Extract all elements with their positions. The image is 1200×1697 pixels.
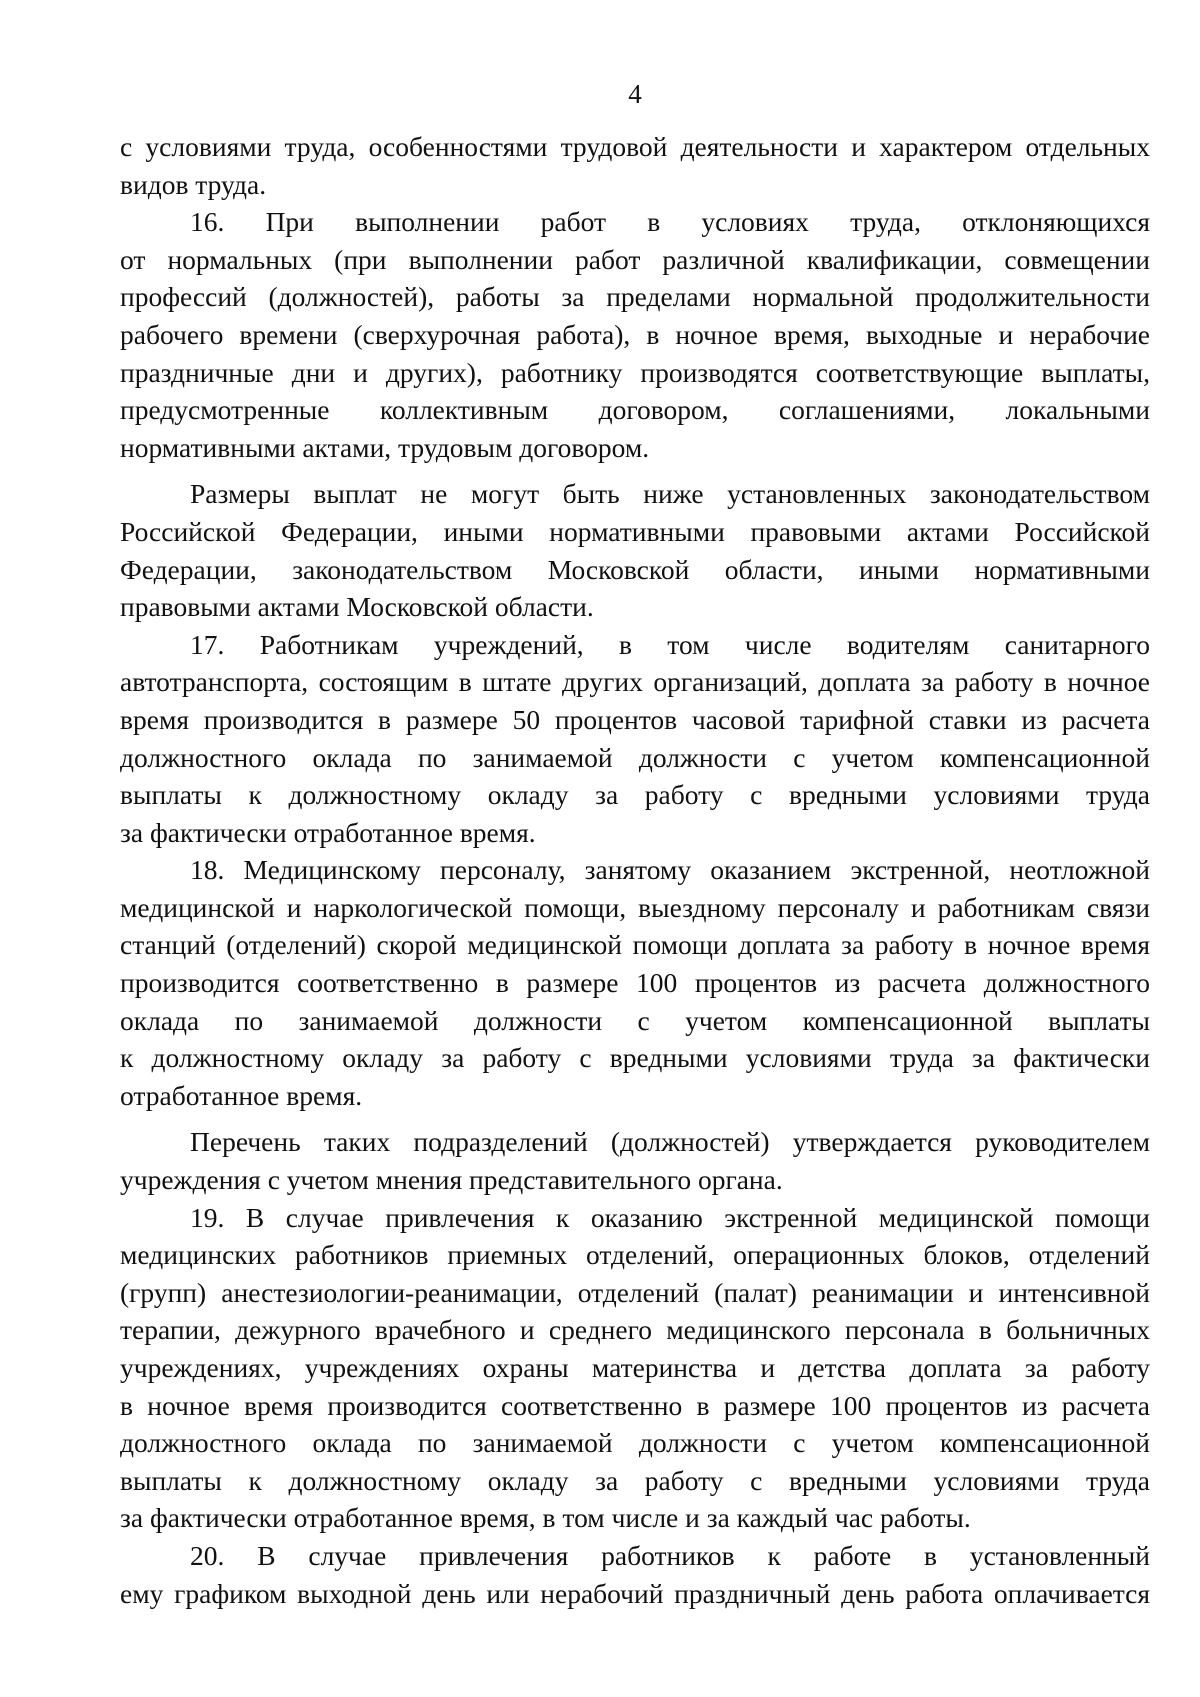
text-line: нормативными актами, трудовым договором.	[120, 431, 650, 463]
text-line: рабочего времени (сверхурочная работа), в ночное время, выходные и нерабочие	[120, 318, 1150, 350]
text-line: 17. Работникам учреждений, в том числе водителям санитарного	[190, 628, 1150, 660]
text-line: автотранспорта, состоящим в штате других организаций, доплата за работу в ночное	[120, 666, 1150, 698]
text-line: оклада по занимаемой должности с учетом компенсационной выплаты	[120, 1004, 1150, 1036]
text-line: выплаты к должностному окладу за работу с вредными условиями труда	[120, 779, 1150, 811]
text-line: время производится в размере 50 процентов часовой тарифной ставки из расчета	[120, 703, 1150, 735]
text-line: Федерации, законодательством Московской области, иными нормативными	[120, 553, 1150, 585]
paragraph-p19	[120, 1199, 1150, 1537]
text-line: Размеры выплат не могут быть ниже установленных законодательством	[190, 478, 1150, 510]
text-line: за фактически отработанное время.	[120, 816, 536, 848]
text-line: отработанное время.	[120, 1079, 363, 1111]
text-line: 19. В случае привлечения к оказанию экстренной медицинской помощи	[190, 1201, 1150, 1233]
text-line: производится соответственно в размере 100 процентов из расчета должностного	[120, 967, 1150, 999]
text-line: ему графиком выходной день или нерабочий праздничный день работа оплачивается	[120, 1577, 1150, 1609]
text-line: учреждениях, учреждениях охраны материнства и детства доплата за работу	[120, 1352, 1150, 1383]
text-line: медицинских работников приемных отделений, операционных блоков, отделений	[120, 1239, 1150, 1271]
document-body	[120, 128, 1150, 1612]
text-line: профессий (должностей), работы за пределами нормальной продолжительности	[120, 281, 1150, 313]
paragraph-p18-list	[120, 1123, 1150, 1198]
text-line: предусмотренные коллективным договором, соглашениями, локальными	[120, 394, 1150, 426]
text-line: медицинской и наркологической помощи, выездному персоналу и работникам связи	[120, 891, 1150, 923]
page-number: 4	[628, 79, 642, 109]
text-line: (групп) анестезиологии-реанимации, отделений (палат) реанимации и интенсивной	[120, 1276, 1150, 1308]
text-line: Российской Федерации, иными нормативными правовыми актами Российской	[120, 515, 1150, 547]
text-line: за фактически отработанное время, в том числе и за каждый час работы.	[120, 1502, 971, 1534]
paragraph-p16	[120, 203, 1150, 466]
text-line: должностного оклада по занимаемой должности с учетом компенсационной	[120, 1427, 1150, 1459]
text-line: должностного оклада по занимаемой должности с учетом компенсационной	[120, 741, 1150, 773]
text-line: Перечень таких подразделений (должностей) утверждается руководителем	[190, 1126, 1150, 1158]
text-line: выплаты к должностному окладу за работу с вредными условиями труда	[120, 1464, 1150, 1496]
text-line: правовыми актами Московской области.	[120, 591, 594, 623]
text-line: станций (отделений) скорой медицинской помощи доплата за работу в ночное время	[120, 929, 1150, 961]
text-line: в ночное время производится соответственно в размере 100 процентов из расчета	[120, 1389, 1150, 1421]
text-line: 20. В случае привлечения работников к работе в установленный	[190, 1539, 1150, 1571]
text-line: от нормальных (при выполнении работ различной квалификации, совмещении	[120, 243, 1150, 275]
text-line: праздничные дни и других), работнику производятся соответствующие выплаты,	[120, 356, 1150, 388]
text-line: учреждения с учетом мнения представительного органа.	[120, 1164, 783, 1196]
text-line: видов труда.	[120, 168, 267, 200]
text-line: 18. Медицинскому персоналу, занятому оказанием экстренной, неотложной	[190, 854, 1150, 886]
text-line: к должностному окладу за работу с вредными условиями труда за фактически	[120, 1042, 1150, 1074]
text-line: терапии, дежурного врачебного и среднего медицинского персонала в больничных	[120, 1314, 1150, 1346]
text-line: 16. При выполнении работ в условиях труда, отклоняющихся	[190, 206, 1150, 238]
text-line: с условиями труда, особенностями трудовой деятельности и характером отдельных	[120, 131, 1150, 162]
paragraph-p18	[120, 851, 1150, 1114]
paragraph-p17	[120, 626, 1150, 852]
paragraph-p20	[120, 1537, 1150, 1612]
paragraph-p16-sizes	[120, 475, 1150, 625]
paragraph-p-continued	[120, 128, 1150, 203]
